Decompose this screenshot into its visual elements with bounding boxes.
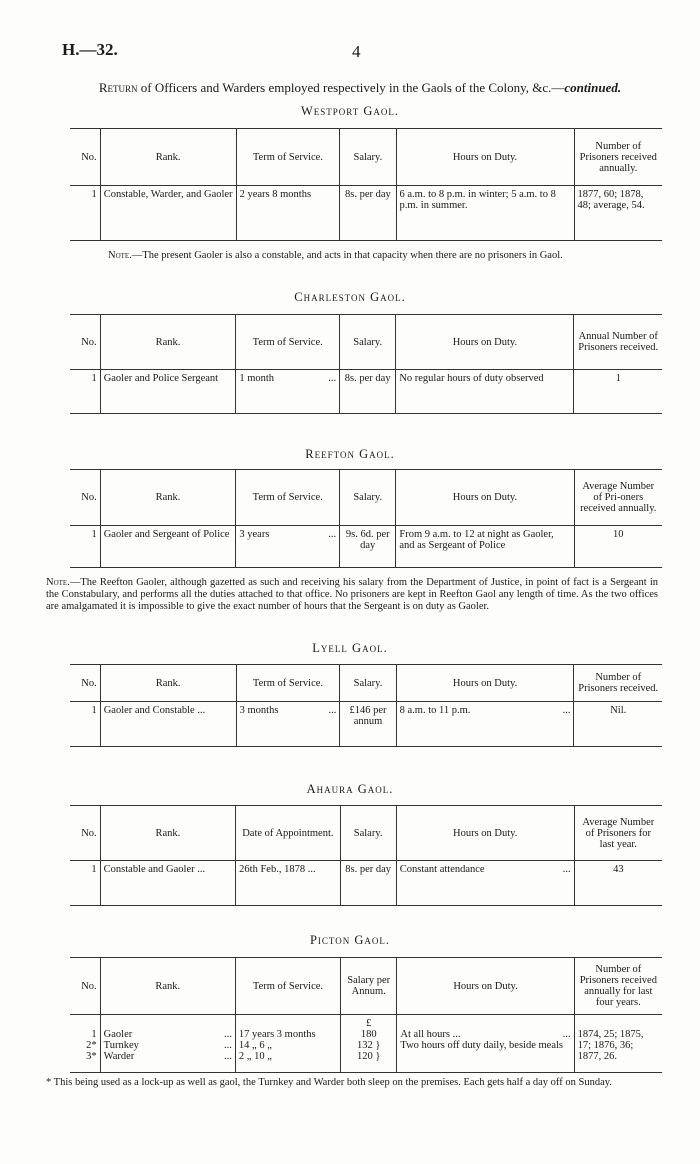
cell-prisoners: 1	[574, 370, 662, 414]
leader-dots: ...	[562, 864, 571, 875]
cell-term: 3 years ...	[236, 526, 340, 568]
cell-salary: 8s. per day	[340, 370, 396, 414]
document-code: H.—32.	[62, 40, 118, 59]
ahaura-table	[70, 805, 662, 906]
cell-no: 1	[70, 702, 100, 747]
leader-dots: ...	[197, 864, 206, 875]
cell-salary: £146 per annum	[340, 702, 396, 747]
westport-table	[70, 128, 662, 241]
cell-term: 17 years 3 months 14 „ 6 „ 2 „ 10 „	[235, 1015, 340, 1073]
picton-title: Picton Gaol.	[309, 933, 391, 947]
picton-table	[70, 957, 662, 1073]
col-salary: Salary.	[340, 129, 396, 186]
col-prisoners: Average Number of Prisoners for last year.	[574, 806, 662, 861]
col-no: No.	[70, 806, 100, 861]
col-no: No.	[70, 129, 100, 186]
cell-no: 1	[70, 370, 100, 414]
col-no: No.	[70, 470, 100, 526]
cell-no: 1	[70, 861, 100, 906]
leader-dots: ...	[224, 1040, 232, 1051]
table-row	[70, 861, 662, 906]
cell-term: 1 month ...	[236, 370, 340, 414]
cell-prisoners: 1877, 60; 1878, 48; average, 54.	[574, 186, 662, 241]
cell-hours: At all hours ... ... Two hours off duty daily, beside meals	[397, 1015, 574, 1073]
currency-symbol: £	[366, 1018, 372, 1029]
leader-dots: ...	[307, 864, 316, 875]
col-prisoners: Annual Number of Prisoners received.	[574, 315, 662, 370]
col-prisoners: Number of Prisoners received annually for last four years.	[574, 958, 662, 1015]
col-no: No.	[70, 958, 100, 1015]
cell-no: 1	[70, 526, 100, 568]
cell-prisoners: 10	[574, 526, 662, 568]
table-row	[70, 1015, 662, 1073]
cell-hours: 8 a.m. to 11 p.m. ...	[396, 702, 574, 747]
col-no: No.	[70, 665, 100, 702]
col-hours: Hours on Duty.	[396, 470, 574, 526]
charleston-title: Charleston Gaol.	[294, 290, 406, 304]
leader-dots: ...	[197, 705, 206, 716]
col-hours: Hours on Duty.	[396, 315, 574, 370]
col-salary: Salary.	[340, 315, 396, 370]
lyell-title: Lyell Gaol.	[312, 641, 388, 655]
cell-salary: 9s. 6d. per day	[340, 526, 396, 568]
ahaura-title: Ahaura Gaol.	[306, 782, 394, 796]
cell-salary: 8s. per day	[340, 186, 396, 241]
col-hours: Hours on Duty.	[397, 958, 574, 1015]
leader-dots: ...	[224, 1029, 232, 1040]
cell-prisoners: 1874, 25; 1875, 17; 1876, 36; 1877, 26.	[574, 1015, 662, 1073]
col-term: Term of Service.	[236, 315, 340, 370]
cell-rank: Gaoler and Police Sergeant	[100, 370, 236, 414]
table-row	[70, 702, 662, 747]
cell-hours: Constant attendance ...	[396, 861, 574, 906]
table-row	[70, 526, 662, 568]
cell-prisoners: Nil.	[574, 702, 662, 747]
westport-note: Note.—The present Gaoler is also a constable, and acts in that capacity when there are no prisoners in Gaol.	[108, 250, 563, 261]
cell-no: 1 2* 3*	[70, 1015, 100, 1073]
col-date: Date of Appointment.	[236, 806, 340, 861]
cell-salary: 8s. per day	[340, 861, 396, 906]
cell-rank: Gaoler and Sergeant of Police	[100, 526, 236, 568]
leader-dots: ...	[452, 1029, 461, 1040]
cell-prisoners: 43	[574, 861, 662, 906]
cell-rank: Gaoler ... Turnkey ... Warder ...	[100, 1015, 235, 1073]
leader-dots: ...	[328, 529, 337, 540]
col-salary: Salary.	[340, 665, 396, 702]
reefton-table	[70, 469, 662, 568]
col-rank: Rank.	[100, 806, 236, 861]
picton-footnote: * This being used as a lock-up as well as gaol, the Turnkey and Warder both sleep on the premises. Each gets half a day off on Sunday.	[46, 1077, 612, 1088]
table-row	[70, 186, 662, 241]
cell-term: 3 months ...	[236, 702, 340, 747]
leader-dots: ...	[562, 1029, 571, 1040]
col-prisoners: Average Number of Pri-oners received annually.	[574, 470, 662, 526]
reefton-title: Reefton Gaol.	[305, 447, 395, 461]
cell-hours: No regular hours of duty observed	[396, 370, 574, 414]
col-rank: Rank.	[100, 665, 236, 702]
col-term: Term of Service.	[236, 470, 340, 526]
reefton-note: Note.—The Reefton Gaoler, although gazetted as such and receiving his salary from the Department of Justice, in point of fact is a Sergeant in the Constabulary, and performs all the duties attached to that office. No prisoners are kept in Reefton Gaol any length of time. As the two offices are amalgamated it is impossible to give the exact number of hours that the Sergeant is on duty as Gaoler.	[46, 577, 658, 612]
cell-term: 2 years 8 months	[236, 186, 340, 241]
col-hours: Hours on Duty.	[396, 129, 574, 186]
col-no: No.	[70, 315, 100, 370]
col-prisoners: Number of Prisoners received annually.	[574, 129, 662, 186]
cell-rank: Constable and Gaoler ...	[100, 861, 236, 906]
col-hours: Hours on Duty.	[396, 665, 574, 702]
cell-hours: 6 a.m. to 8 p.m. in winter; 5 a.m. to 8 p.m. in summer.	[396, 186, 574, 241]
leader-dots: ...	[328, 705, 337, 716]
col-rank: Rank.	[100, 958, 235, 1015]
return-title: Return of Officers and Warders employed respectively in the Gaols of the Colony, &c.—continued.	[98, 80, 622, 95]
table-row	[70, 370, 662, 414]
col-rank: Rank.	[100, 470, 236, 526]
cell-no: 1	[70, 186, 100, 241]
col-prisoners: Number of Prisoners received.	[574, 665, 662, 702]
leader-dots: ...	[224, 1051, 232, 1062]
cell-date: 26th Feb., 1878 ...	[236, 861, 340, 906]
cell-rank: Gaoler and Constable ...	[100, 702, 236, 747]
col-hours: Hours on Duty.	[396, 806, 574, 861]
lyell-table	[70, 664, 662, 747]
col-rank: Rank.	[100, 129, 236, 186]
col-salary: Salary.	[340, 806, 396, 861]
col-term: Term of Service.	[235, 958, 340, 1015]
leader-dots: ...	[328, 373, 337, 384]
leader-dots: ...	[562, 705, 571, 716]
col-salary: Salary per Annum.	[341, 958, 397, 1015]
charleston-table	[70, 314, 662, 414]
cell-hours: From 9 a.m. to 12 at night as Gaoler, and as Sergeant of Police	[396, 526, 574, 568]
col-salary: Salary.	[340, 470, 396, 526]
col-term: Term of Service.	[236, 665, 340, 702]
westport-title: Westport Gaol.	[300, 104, 400, 118]
cell-salary: £ 180 132 } 120 }	[341, 1015, 397, 1073]
page-number: 4	[352, 42, 361, 61]
col-term: Term of Service.	[236, 129, 340, 186]
col-rank: Rank.	[100, 315, 236, 370]
cell-rank: Constable, Warder, and Gaoler	[100, 186, 236, 241]
